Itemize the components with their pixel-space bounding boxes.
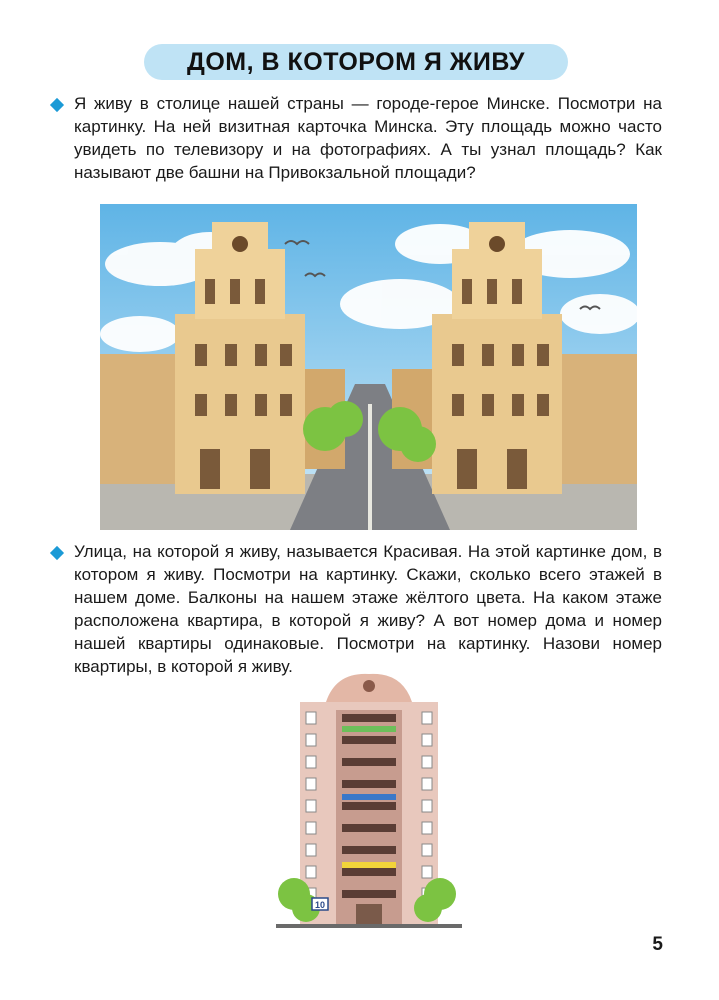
paragraph-1: Я живу в столице нашей страны — городе-герое Минске. Посмотри на картинку. На ней визитная карточка Минска. Эту площадь можно часто увидеть по телевизору и на фотографиях. А ты узнал площадь? Как называют две башни на Привокзальной площади? — [74, 94, 662, 182]
minsk-gates-illustration — [100, 204, 637, 530]
page-number: 5 — [652, 934, 663, 955]
apartment-building-illustration — [276, 672, 462, 932]
house-number-plaque: 10 — [314, 900, 326, 910]
bullet-icon — [50, 546, 64, 560]
bullet-icon — [50, 98, 64, 112]
paragraph-2: Улица, на которой я живу, называется Красивая. На этой картинке дом, в котором я живу. Посмотри на картинку. Скажи, сколько всего этажей в нашем доме. Балконы на нашем этаже жёлтого цвета. На каком этаже расположена квартира, в которой я живу? А вот номер дома и номер нашей квартиры одинаковые. Посмотри на картинку. Назови номер квартиры, в которой я живу. — [74, 542, 662, 676]
title-banner — [144, 44, 568, 80]
page-title: ДОМ, В КОТОРОМ Я ЖИВУ — [187, 47, 525, 76]
